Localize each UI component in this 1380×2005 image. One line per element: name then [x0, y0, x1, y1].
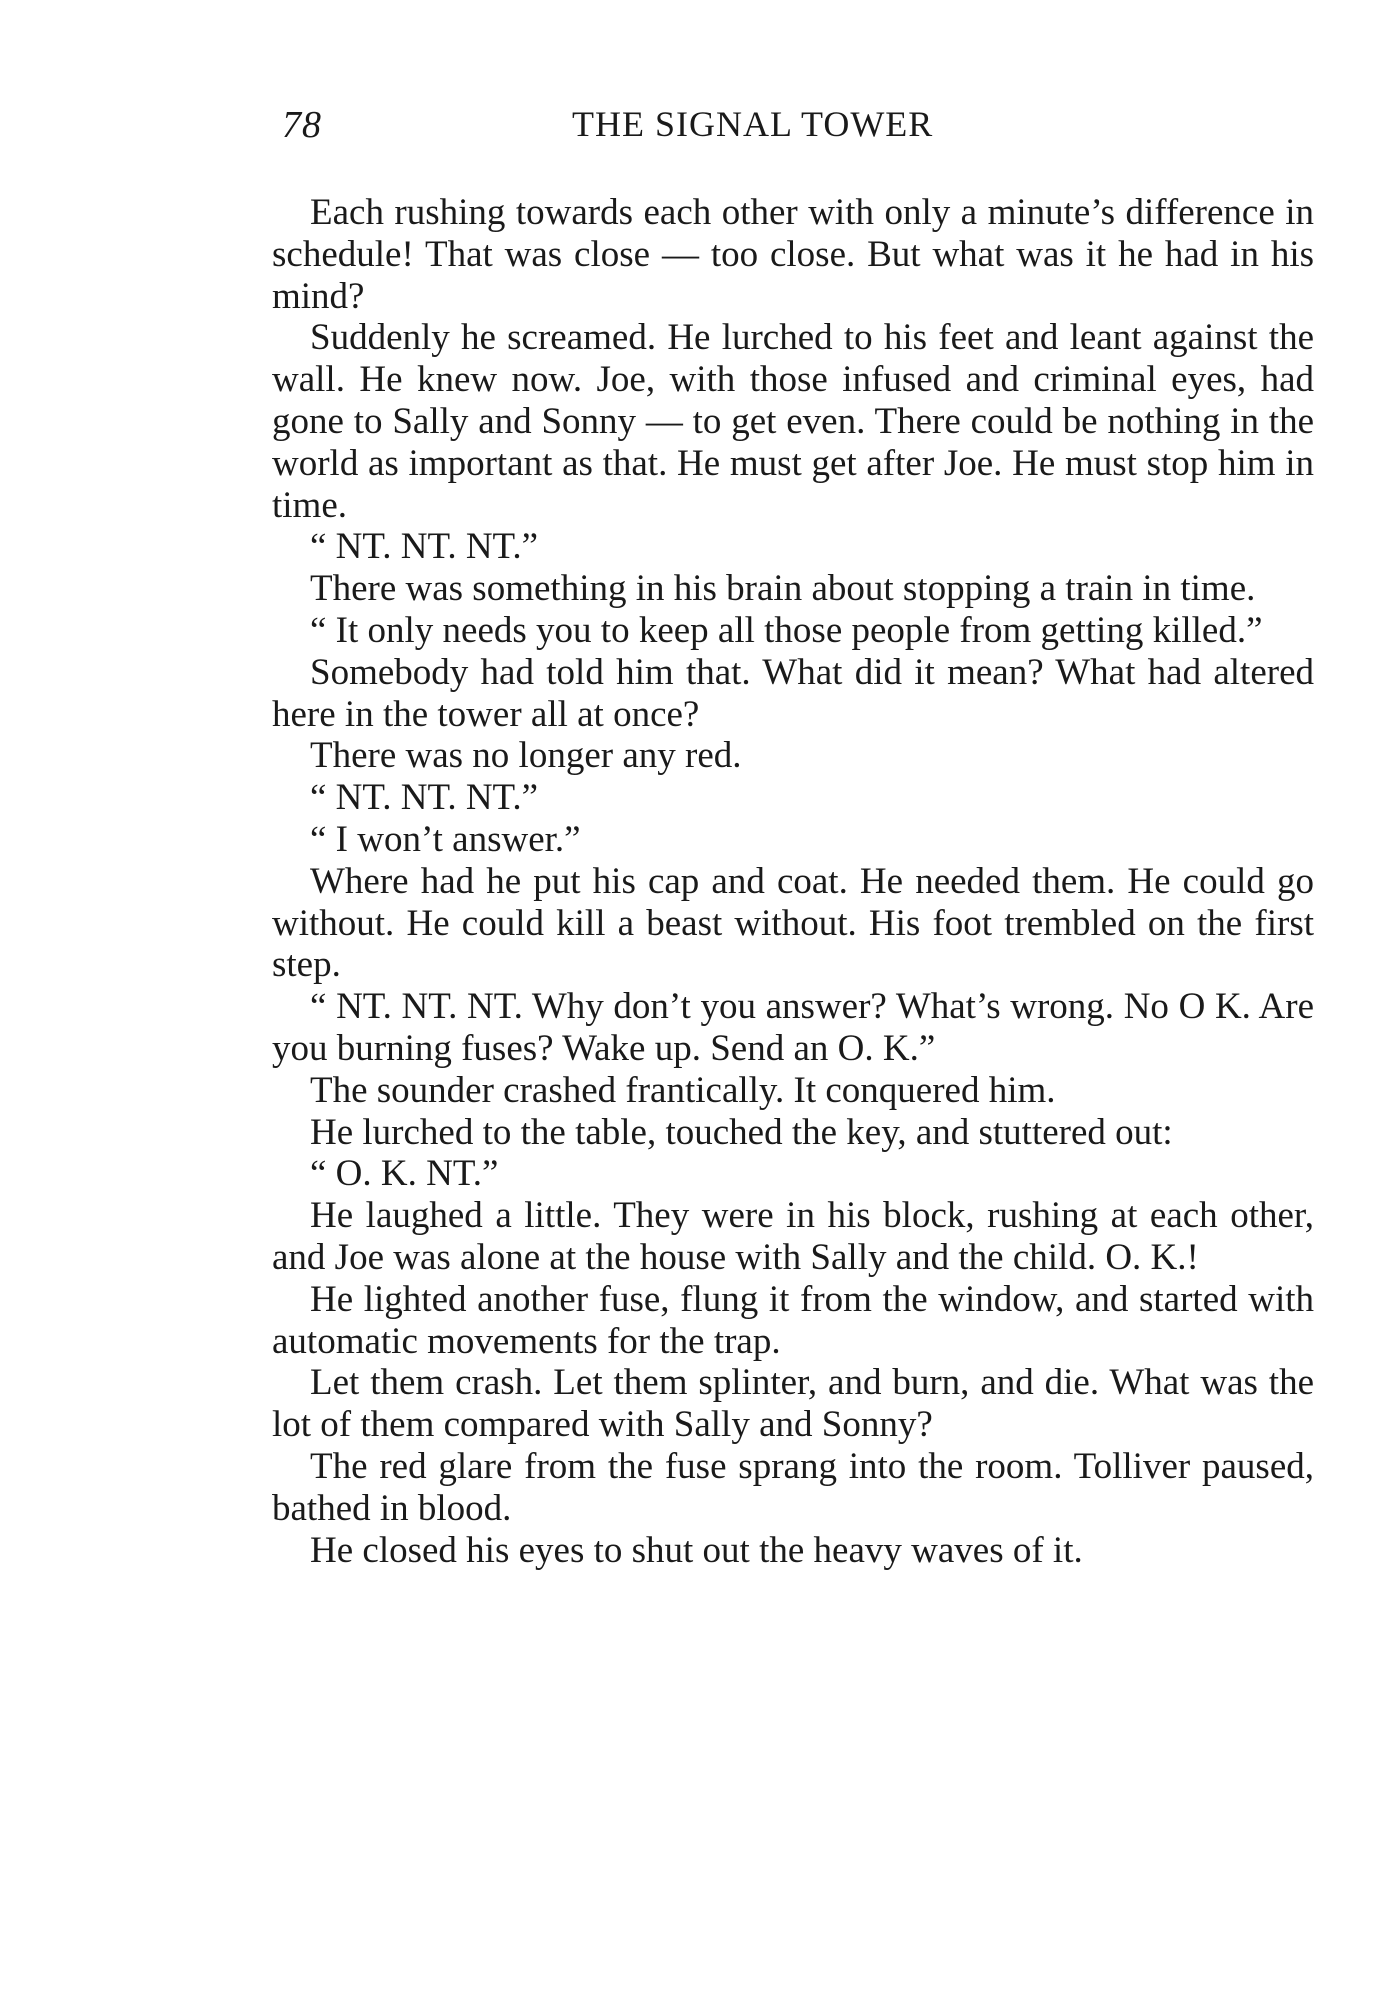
paragraph: The sounder crashed frantically. It conquered him.: [310, 1069, 1056, 1111]
body-text: [272, 192, 1314, 1571]
running-head: THE SIGNAL TOWER: [572, 104, 934, 144]
paragraph: “ NT. NT. NT. Why don’t you answer? What’s wrong. No O K. Are you burning fuses? Wake up. Send an O. K.”: [272, 986, 1314, 1069]
paragraph: “ NT. NT. NT.”: [310, 777, 539, 819]
paragraph: He lurched to the table, touched the key, and stuttered out:: [310, 1111, 1173, 1153]
paragraph: He closed his eyes to shut out the heavy waves of it.: [310, 1529, 1083, 1571]
paragraph: Somebody had told him that. What did it mean? What had altered here in the tower all at once?: [272, 651, 1314, 735]
page-header: [282, 103, 1042, 153]
paragraph: Each rushing towards each other with only a minute’s difference in schedule! That was close — too close. But what was it he had in his mind?: [272, 192, 1314, 317]
paragraph: “ It only needs you to keep all those people from getting killed.”: [310, 609, 1263, 651]
paragraph: “ NT. NT. NT.”: [310, 526, 539, 568]
paragraph: There was no longer any red.: [310, 735, 742, 777]
paragraph: Suddenly he screamed. He lurched to his feet and leant against the wall. He knew now. Joe, with those infused and criminal eyes, had gone to Sally and Sonny — to get even. There could be nothing in the world as important as that. He must get after Joe. He must stop him in time.: [272, 317, 1314, 526]
paragraph: He lighted another fuse, flung it from the window, and started with automatic movements for the trap.: [272, 1278, 1314, 1362]
paragraph: He laughed a little. They were in his block, rushing at each other, and Joe was alone at the house with Sally and the child. O. K.!: [272, 1195, 1314, 1278]
paragraph: There was something in his brain about stopping a train in time.: [310, 568, 1256, 610]
paragraph: “ O. K. NT.”: [310, 1153, 499, 1195]
paragraph: The red glare from the fuse sprang into the room. Tolliver paused, bathed in blood.: [272, 1445, 1314, 1529]
paragraph: Let them crash. Let them splinter, and burn, and die. What was the lot of them compared with Sally and Sonny?: [272, 1362, 1314, 1446]
paragraph: Where had he put his cap and coat. He needed them. He could go without. He could kill a beast without. His foot trembled on the first step.: [272, 860, 1314, 986]
page-number: 78: [282, 104, 322, 146]
paragraph: “ I won’t answer.”: [310, 818, 581, 860]
